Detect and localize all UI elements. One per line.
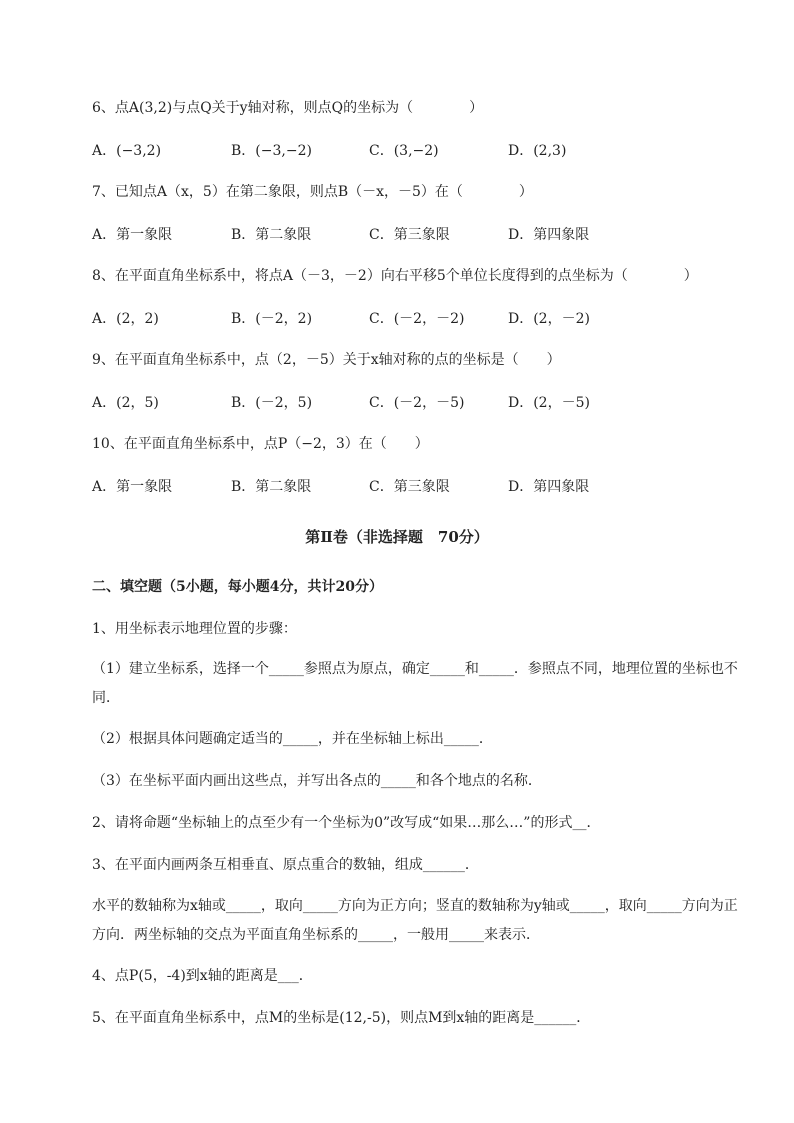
option-a: A．(−3,2) [92,143,162,159]
fill-q1-step2: （2）根据具体问题确定适当的_____，并在坐标轴上标出_____． [92,731,493,747]
option-c: C．(－2，－2) [369,311,465,327]
option-a: A．(2，2) [92,311,159,327]
fill-q3-stem: 3、在平面内画两条互相垂直、原点重合的数轴，组成______． [92,857,479,873]
fill-q1-stem: 1、用坐标表示地理位置的步骤： [92,621,297,637]
fill-q4-stem: 4、点P(5，-4)到x轴的距离是___． [92,968,313,984]
question-7-stem: 7、已知点A（x，5）在第二象限，则点B（－x，－5）在（ ） [92,184,533,200]
fill-q1-step1: （1）建立坐标系，选择一个_____参照点为原点，确定_____和_____．参照点不同，地理位置的坐标也不同． [92,661,738,706]
fill-q1-step3: （3）在坐标平面内画出这些点，并写出各点的_____和各个地点的名称． [92,773,542,789]
option-d: D．(2,3) [508,143,567,159]
question-6-stem: 6、点A(3,2)与点Q关于y轴对称，则点Q的坐标为（ ） [92,100,484,116]
question-10-stem: 10、在平面直角坐标系中，点P（−2，3）在（ ） [92,436,429,452]
option-c: C．(－2，－5) [369,395,465,411]
option-a: A．第一象限 [92,479,173,495]
option-d: D．(2，－5) [508,395,590,411]
option-d: D．(2，－2) [508,311,590,327]
fill-q3-text: 水平的数轴称为x轴或_____，取向_____方向为正方向；竖直的数轴称为y轴或_____，取向_____方向为正方向．两坐标轴的交点为平面直角坐标系的_____，一般用_____来表示． [92,898,738,943]
option-d: D．第四象限 [508,227,590,243]
option-a: A．(2，5) [92,395,159,411]
fill-q2-stem: 2、请将命题“坐标轴上的点至少有一个坐标为0”改写成“如果…那么…”的形式__． [92,815,601,831]
option-b: B．第二象限 [231,227,312,243]
option-c: C．(3,−2) [369,143,439,159]
option-b: B．(－2，5) [231,395,313,411]
option-c: C．第三象限 [369,479,450,495]
option-b: B．第二象限 [231,479,312,495]
fill-q5-stem: 5、在平面直角坐标系中，点M的坐标是(12,-5)，则点M到x轴的距离是______． [92,1010,591,1026]
question-8-stem: 8、在平面直角坐标系中，将点A（－3，－2）向右平移5个单位长度得到的点坐标为（ ） [92,268,698,284]
option-d: D．第四象限 [508,479,590,495]
option-b: B．(－2，2) [231,311,313,327]
question-9-stem: 9、在平面直角坐标系中，点（2，－5）关于x轴对称的点的坐标是（ ） [92,352,561,368]
fill-in-heading: 二、填空题（5小题，每小题4分，共计20分） [92,579,383,595]
option-c: C．第三象限 [369,227,450,243]
section-title: 第Ⅱ卷（非选择题 70分） [305,528,489,546]
option-a: A．第一象限 [92,227,173,243]
option-b: B．(−3,−2) [231,143,312,159]
